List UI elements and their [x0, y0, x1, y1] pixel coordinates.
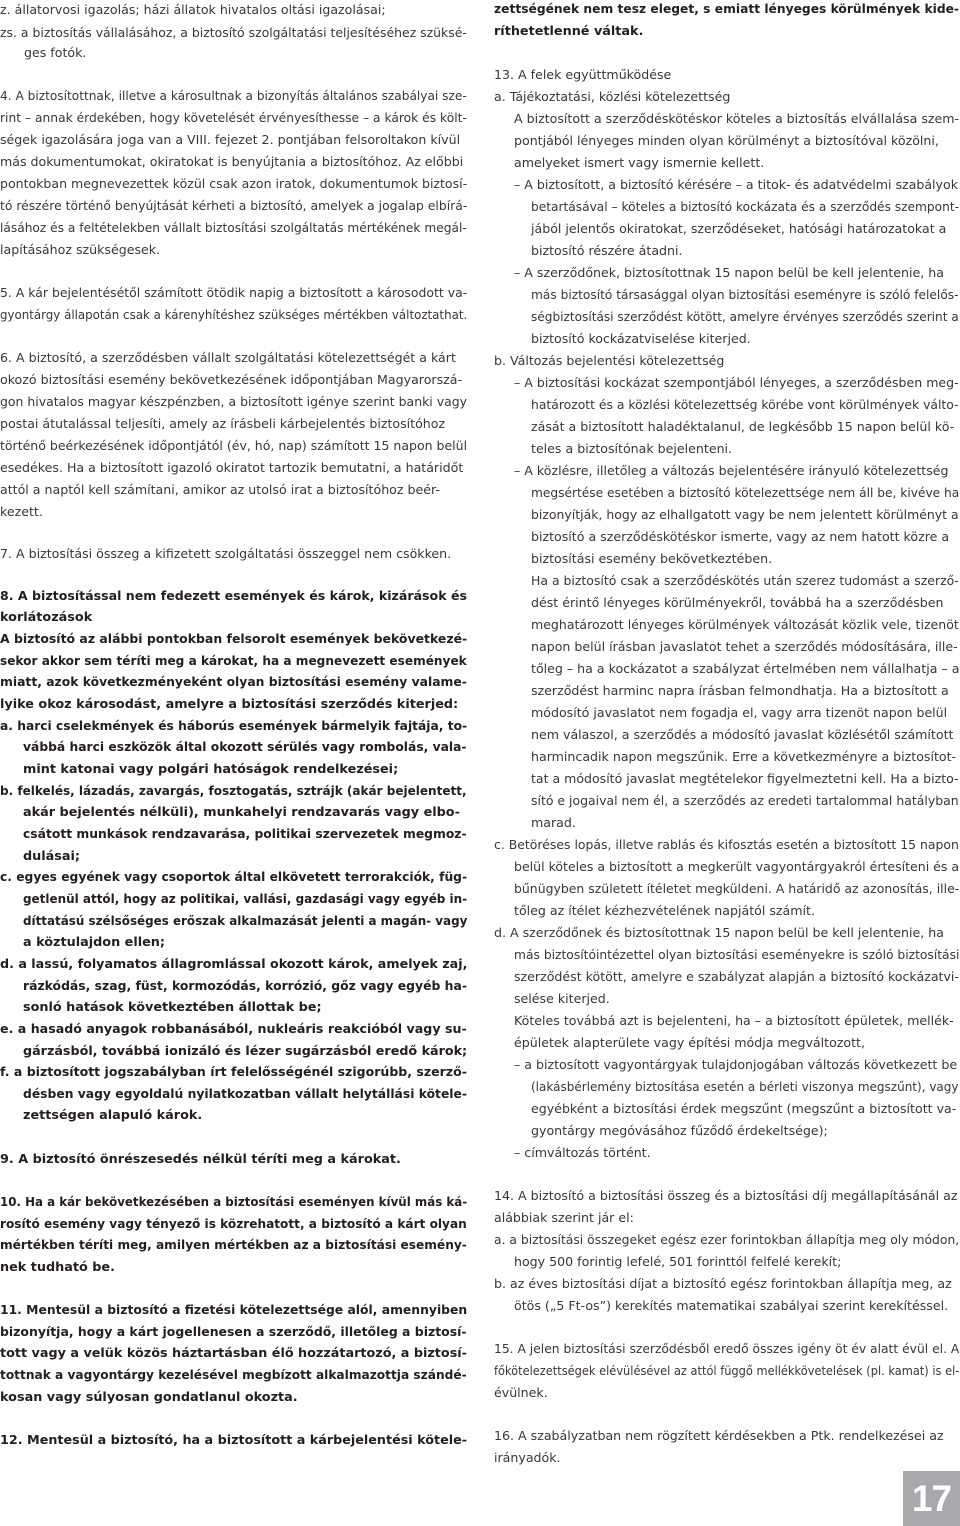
text-line: tottnak a vagyontárgy kezelésével megbízott alkalmazottja szándé-: [0, 1368, 467, 1383]
text-line: történő beérkezésének időpontjától (év, hó, nap) számított 15 napon belül: [0, 438, 468, 453]
text-line: teles a biztosítónak bejelenteni.: [531, 441, 733, 456]
text-line: 7. A biztosítási összeg a kifizetett szolgáltatási összeggel nem csökken.: [0, 546, 452, 561]
text-line: marad.: [531, 815, 576, 830]
text-line: tőleg – ha a kockázatot a szabályzat értelmében nem vállalhatja – a: [531, 661, 960, 676]
text-line: megsértése esetében a biztosító kötelezettsége nem áll be, kivéve ha: [531, 485, 960, 500]
text-line: akár bejelentés nélküli), munkahelyi rendzavarás vagy elbo-: [23, 805, 460, 820]
text-line: a. Tájékoztatási, közlési kötelezettség: [494, 89, 731, 104]
text-line: esedékes. Ha a biztosított igazoló okiratot tartozik bemutatni, a határidőt: [0, 460, 464, 475]
text-line: gon hivatalos magyar készpénzben, a biztosított igénye szerint banki vagy: [0, 394, 468, 409]
text-line: ségbiztosítási szerződést kötött, amelyre érvényes szerződés szerint a: [531, 309, 959, 324]
text-line: gyontárgy megóvásához fűződő érdekeltsége);: [531, 1123, 828, 1138]
text-line: épületek alapterülete vagy építési módja megváltozott,: [514, 1035, 865, 1050]
text-line: ötös („5 Ft-os”) kerekítés matematikai szabályai szerint kerekítéssel.: [514, 1298, 949, 1313]
text-line: 6. A biztosító, a szerződésben vállalt szolgáltatási kötelezettségét a kárt: [0, 350, 456, 365]
text-line: napon belül írásban javaslatot tehet a szerződés módosítására, ille-: [531, 639, 958, 654]
text-line: mint katonai vagy polgári hatóságok rendelkezései;: [23, 762, 399, 777]
text-line: 14. A biztosító a biztosítási összeg és a biztosítási díj megállapításánál az: [494, 1188, 958, 1203]
text-line: belül köteles a biztosított a megkerült vagyontárgyakról értesíteni és a: [514, 859, 960, 874]
text-line: Ha a biztosító csak a szerződéskötés után szerez tudomást a szerző-: [531, 573, 959, 588]
text-line: b. felkelés, lázadás, zavargás, fosztogatás, sztrájk (akár bejelentett,: [0, 784, 467, 799]
text-line: irányadók.: [494, 1450, 561, 1465]
text-line: dulásai;: [23, 849, 81, 864]
text-line: bűnügyben született ítéletet megküldeni. A határidő az azonosítás, ille-: [514, 881, 960, 896]
text-line: z. állatorvosi igazolás; házi állatok hivatalos oltási igazolásai;: [0, 2, 386, 17]
text-line: lapításához szükségesek.: [0, 242, 161, 257]
text-line: évülnek.: [494, 1385, 548, 1400]
text-line: egyébként a biztosítási érdek megszűnt (megszűnt a biztosított va-: [531, 1101, 957, 1116]
text-line: lyike okoz károsodást, amelyre a biztosítási szerződés kiterjed:: [0, 697, 459, 712]
text-line: – A szerződőnek, biztosítottnak 15 napon belül be kell jelentenie, ha: [514, 265, 944, 280]
text-line: sonló hatások következtében állottak be;: [23, 1000, 322, 1015]
page-number: 17: [911, 1477, 952, 1519]
text-line: Köteles továbbá azt is bejelenteni, ha – a biztosított épületek, mellék-: [514, 1013, 954, 1028]
text-line: amelyeket ismert vagy ismernie kellett.: [514, 155, 765, 170]
text-line: 12. Mentesül a biztosító, ha a biztosított a kárbejelentési kötele-: [0, 1433, 468, 1448]
text-line: a. harci cselekmények és háborús események bármelyik fajtája, to-: [0, 719, 468, 734]
text-line: A biztosító az alábbi pontokban felsorolt események bekövetkezé-: [0, 632, 468, 647]
text-line: lásához és a feltételekben vállalt biztosítási szolgáltatás mértékének megál-: [0, 220, 467, 235]
text-line: alábbiak szerint jár el:: [494, 1210, 634, 1225]
text-line: biztosító részére átadni.: [531, 243, 683, 258]
page-number-badge: [903, 1471, 960, 1526]
text-line: biztosító kockázatviselése kiterjed.: [531, 331, 751, 346]
text-line: rosító esemény vagy tényező is közrehatott, a biztosító a kárt olyan: [0, 1217, 467, 1232]
text-line: ríthetetlenné váltak.: [494, 24, 644, 39]
text-line: okozó biztosítási esemény bekövetkezésének időpontjában Magyarorszá-: [0, 372, 463, 387]
text-line: tőleg az ítélet kézhezvételének napjától számít.: [514, 903, 815, 918]
text-line: tó részére történő benyújtását kérheti a biztosító, amelyek a jogalap elbírá-: [0, 198, 468, 213]
text-line: ges fotók.: [24, 45, 87, 60]
text-line: – címváltozás történt.: [514, 1145, 651, 1160]
text-line: – A közlésre, illetőleg a változás bejelentésére irányuló kötelezettség: [514, 463, 949, 478]
text-line: b. az éves biztosítási díjat a biztosító egész forintokban állapítja meg, az: [494, 1276, 952, 1291]
text-line: rint – annak érdekében, hogy követelését érvényesíthesse – a károk és költ-: [0, 110, 467, 125]
text-line: a. a biztosítási összegeket egész ezer forintokban állapítja meg oly módon,: [494, 1232, 960, 1247]
text-line: f. a biztosított jogszabályban írt felelősségénél szigorúbb, szerző-: [0, 1065, 467, 1080]
text-line: ségek igazolására joga van a VIII. fejezet 2. pontjában felsoroltakon kívül: [0, 132, 461, 147]
text-line: A biztosított a szerződéskötéskor köteles a biztosítás elvállalása szem-: [514, 111, 960, 126]
text-line: c. Betöréses lopás, illetve rablás és kifosztás esetén a biztosított 15 napon: [494, 837, 959, 852]
text-line: meghatározott lényeges körülmények változását közlik vele, tizenöt: [531, 617, 959, 632]
text-line: zettségének nem tesz eleget, s emiatt lényeges körülmények kide-: [494, 2, 960, 17]
text-line: pontokban megnevezettek közül csak azon iratok, dokumentumok biztosí-: [0, 176, 468, 191]
text-line: korlátozások: [0, 610, 93, 625]
text-line: módosító javaslatot nem fogadja el, vagy arra tizenöt napon belül: [531, 705, 948, 720]
text-line: – A biztosítási kockázat szempontjából lényeges, a szerződésben meg-: [514, 375, 959, 390]
text-line: miatt, azok következményeként olyan biztosítási esemény valame-: [0, 675, 467, 690]
text-line: kezett.: [0, 504, 43, 519]
text-line: rázkódás, szag, füst, kormozódás, korrózió, gőz vagy egyéb ha-: [23, 979, 467, 994]
text-line: 4. A biztosítottnak, illetve a károsultnak a bizonyítás általános szabályai sze-: [0, 88, 467, 103]
text-line: betartásával – köteles a biztosító kockázata és a szerződés szempont-: [531, 199, 960, 214]
text-line: 15. A jelen biztosítási szerződésből eredő összes igény öt év alatt évül el. A: [494, 1341, 960, 1356]
text-line: postai átutalással teljesíti, amely az írásbeli kárbejelentés biztosítóhoz: [0, 416, 446, 431]
text-line: más biztosítóintézettel olyan biztosítási eseményekre is szóló biztosítási: [514, 947, 960, 962]
text-line: – A biztosított, a biztosító kérésére – a titok- és adatvédelmi szabályok: [514, 177, 959, 192]
text-line: 13. A felek együttműködése: [494, 67, 672, 82]
text-line: szerződést harminc napra írásban felmondhatja. Ha a biztosított a: [531, 683, 949, 698]
text-line: vábbá harci eszközök által okozott sérülés vagy rombolás, vala-: [23, 740, 467, 755]
text-line: nek tudható be.: [0, 1260, 115, 1275]
text-line: c. egyes egyének vagy csoportok által elkövetett terrorakciók, füg-: [0, 870, 468, 885]
text-line: díttatású szélsőséges erőszak alkalmazását jelenti a magán- vagy: [23, 914, 468, 929]
text-line: tat a módosító javaslat megtételekor figyelmeztetni kell. Ha a bizto-: [531, 771, 959, 786]
text-line: határozott és a közlési kötelezettség körébe vont körülmények válto-: [531, 397, 959, 412]
text-line: nem válaszol, a szerződés a módosító javaslat közlésétől számított: [531, 727, 954, 742]
text-line: bizonyítják, hogy az elhallgatott vagy be nem jelentett körülményt a: [531, 507, 959, 522]
text-line: b. Változás bejelentési kötelezettség: [494, 353, 725, 368]
text-line: harmincadik napon megszűnik. Erre a következményre a biztosítot-: [531, 749, 957, 764]
text-line: jából jelentős okiratokat, szerződéseket, hatósági határozatokat a: [531, 221, 947, 236]
text-line: biztosító a szerződéskötéskor ismerte, vagy az nem hatott közre a: [531, 529, 950, 544]
text-line: e. a hasadó anyagok robbanásából, nukleáris reakcióból vagy su-: [0, 1022, 467, 1037]
text-line: (lakásbérlemény biztosítása esetén a bérleti viszonya megszűnt), vagy: [531, 1079, 959, 1094]
text-line: más dokumentumokat, okiratokat is benyújtania a biztosítóhoz. Az előbbi: [0, 154, 464, 169]
text-line: dést érintő lényeges körülményekről, továbbá ha a szerződésben: [531, 595, 944, 610]
text-line: szerződést kötött, amelyre e szabályzat alapján a biztosító kockázatvi-: [514, 969, 959, 984]
text-line: főkötelezettségek elévülésével az attól függő mellékkövetelések (pl. kamat) is el-: [494, 1363, 960, 1378]
text-line: gárzásból, továbbá ionizáló és lézer sugárzásból eredő károk;: [23, 1044, 468, 1059]
text-line: désben vagy egyoldalú nyilatkozatban vállalt helytállási kötele-: [23, 1087, 468, 1102]
text-line: 11. Mentesül a biztosító a fizetési kötelezettsége alól, amennyiben: [0, 1303, 468, 1318]
text-line: a köztulajdon ellen;: [23, 935, 166, 950]
text-line: 9. A biztosító önrészesedés nélkül téríti meg a károkat.: [0, 1152, 401, 1167]
text-line: kosan vagy súlyosan gondatlanul okozta.: [0, 1390, 298, 1405]
text-line: tott vagy a velük közös háztartásban élő hozzátartozó, a biztosí-: [0, 1346, 467, 1361]
text-line: csátott munkások rendzavarása, politikai szervezetek megmoz-: [23, 827, 467, 842]
text-line: 16. A szabályzatban nem rögzített kérdésekben a Ptk. rendelkezései az: [494, 1428, 944, 1443]
text-line: zettségen alapuló károk.: [23, 1108, 203, 1123]
text-line: – a biztosított vagyontárgyak tulajdonjogában változás következett be: [514, 1057, 958, 1072]
text-line: sító e jogaival nem él, a szerződés az eredeti tartalommal hatályban: [531, 793, 959, 808]
text-line: hogy 500 forintig lefelé, 501 forinttól felfelé kerekít;: [514, 1254, 842, 1269]
text-line: pontjából lényeges minden olyan körülményt a biztosítóval közölni,: [514, 133, 939, 148]
text-line: biztosítási esemény bekövetkeztében.: [531, 551, 773, 566]
text-line: mértékben téríti meg, amilyen mértékben az a biztosítási esemény-: [0, 1238, 467, 1253]
text-line: 10. Ha a kár bekövetkezésében a biztosítási eseményen kívül más ká-: [0, 1195, 468, 1210]
text-line: d. A szerződőnek és biztosítottnak 15 napon belül be kell jelentenie, ha: [494, 925, 944, 940]
text-line: sekor akkor sem téríti meg a károkat, ha a megnevezett események: [0, 654, 467, 669]
text-line: zását a biztosított haladéktalanul, de legkésőbb 15 napon belül kö-: [531, 419, 955, 434]
text-line: más biztosító társasággal olyan biztosítási eseményre is szóló felelős-: [531, 287, 959, 302]
text-line: 8. A biztosítással nem fedezett események és károk, kizárások és: [0, 589, 467, 604]
text-line: gyontárgy állapotán csak a kárenyhítéshez szükséges mértékben változtathat.: [0, 307, 468, 322]
text-line: attól a naptól kell számítani, amikor az utolsó irat a biztosítóhoz beér-: [0, 482, 440, 497]
text-line: d. a lassú, folyamatos állagromlással okozott károk, amelyek zaj,: [0, 957, 468, 972]
text-line: selése kiterjed.: [514, 991, 610, 1006]
text-line: getlenül attól, hogy az politikai, vallási, gazdasági vagy egyéb in-: [23, 892, 468, 907]
text-line: zs. a biztosítás vállalásához, a biztosító szolgáltatási teljesítéséhez szüksé-: [0, 25, 467, 40]
text-line: 5. A kár bejelentésétől számított ötödik napig a biztosított a károsodott va-: [0, 285, 468, 300]
text-line: bizonyítja, hogy a kárt jogellenesen a szerződő, illetőleg a biztosí-: [0, 1325, 467, 1340]
